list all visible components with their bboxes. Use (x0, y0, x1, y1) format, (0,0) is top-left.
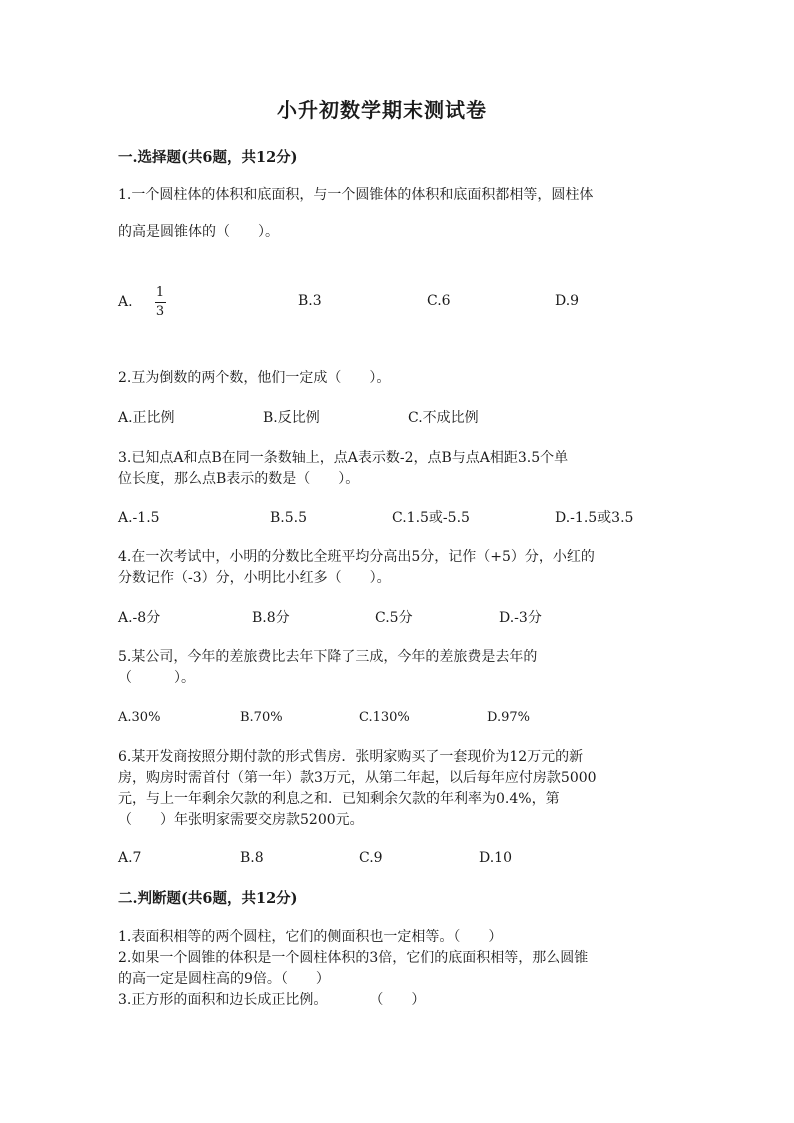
question-5-option-d[interactable]: D.97% (487, 710, 530, 725)
question-6-line-3: 元，与上一年剩余欠款的利息之和．已知剩余欠款的年利率为0.4%，第 (118, 791, 560, 807)
question-1-option-d[interactable]: D.9 (555, 293, 580, 309)
question-4-line-1: 4.在一次考试中，小明的分数比全班平均分高出5分，记作（+5）分，小红的 (118, 549, 595, 565)
question-5-line-2: （ ）。 (118, 670, 195, 686)
question-4-option-c[interactable]: C.5分 (375, 610, 413, 626)
question-6-option-a[interactable]: A.7 (118, 850, 142, 866)
fraction-numerator: 1 (155, 285, 165, 300)
option-a-label: A. (118, 293, 133, 310)
judgment-line-3: 的高一定是圆柱高的9倍。（ ） (118, 971, 330, 987)
question-2-line-1: 2.互为倒数的两个数，他们一定成（ ）。 (118, 370, 391, 386)
judgment-line-1: 1.表面积相等的两个圆柱，它们的侧面积也一定相等。（ ） (118, 929, 503, 945)
judgment-line-2: 2.如果一个圆锥的体积是一个圆柱体积的3倍，它们的底面积相等，那么圆锥 (118, 950, 589, 966)
question-6-line-1: 6.某开发商按照分期付款的形式售房．张明家购买了一套现价为12万元的新 (118, 749, 584, 765)
question-1-line-2: 的高是圆锥体的（ ）。 (118, 224, 279, 240)
question-6-line-2: 房，购房时需首付（第一年）款3万元，从第二年起，以后每年应付房款5000 (118, 770, 597, 786)
question-6-line-4: （ ）年张明家需要交房款5200元。 (118, 812, 364, 828)
question-2-option-c[interactable]: C.不成比例 (408, 410, 479, 426)
question-2-option-b[interactable]: B.反比例 (263, 410, 320, 426)
question-5-line-1: 5.某公司，今年的差旅费比去年下降了三成，今年的差旅费是去年的 (118, 649, 538, 665)
fraction-one-third (155, 286, 166, 318)
question-1-option-c[interactable]: C.6 (427, 293, 451, 309)
question-6-option-c[interactable]: C.9 (359, 850, 383, 866)
question-5-option-c[interactable]: C.130% (359, 710, 410, 725)
question-5-option-b[interactable]: B.70% (240, 710, 283, 725)
question-6-option-b[interactable]: B.8 (240, 850, 264, 866)
question-3-option-c[interactable]: C.1.5或-5.5 (392, 510, 470, 526)
question-4-option-b[interactable]: B.8分 (252, 610, 290, 626)
question-3-option-d[interactable]: D.-1.5或3.5 (555, 510, 634, 526)
fraction-bar (155, 302, 166, 303)
question-1-option-b[interactable]: B.3 (298, 293, 322, 309)
question-3-line-1: 3.已知点A和点B在同一条数轴上，点A表示数-2，点B与点A相距3.5个单 (118, 450, 569, 466)
question-5-option-a[interactable]: A.30% (118, 710, 161, 725)
question-4-line-2: 分数记作（-3）分，小明比小红多（ ）。 (118, 570, 391, 586)
question-2-option-a[interactable]: A.正比例 (118, 410, 175, 426)
judgment-line-4: 3.正方形的面积和边长成正比例。 （ ） (118, 992, 426, 1008)
question-3-option-a[interactable]: A.-1.5 (118, 510, 160, 526)
question-4-option-a[interactable]: A.-8分 (118, 610, 161, 626)
question-4-option-d[interactable]: D.-3分 (499, 610, 542, 626)
question-3-option-b[interactable]: B.5.5 (270, 510, 308, 526)
question-1-option-a[interactable] (118, 286, 166, 318)
question-1-line-1: 1.一个圆柱体的体积和底面积，与一个圆锥体的体积和底面积都相等，圆柱体 (118, 187, 594, 203)
fraction-denominator: 3 (155, 303, 165, 319)
page-title: 小升初数学期末测试卷 (277, 98, 487, 122)
question-6-option-d[interactable]: D.10 (479, 850, 512, 866)
section-heading-judgment: 二.判断题(共6题，共12分) (118, 890, 298, 907)
section-heading-choice: 一.选择题(共6题，共12分) (118, 149, 298, 166)
question-3-line-2: 位长度，那么点B表示的数是（ ）。 (118, 471, 360, 487)
